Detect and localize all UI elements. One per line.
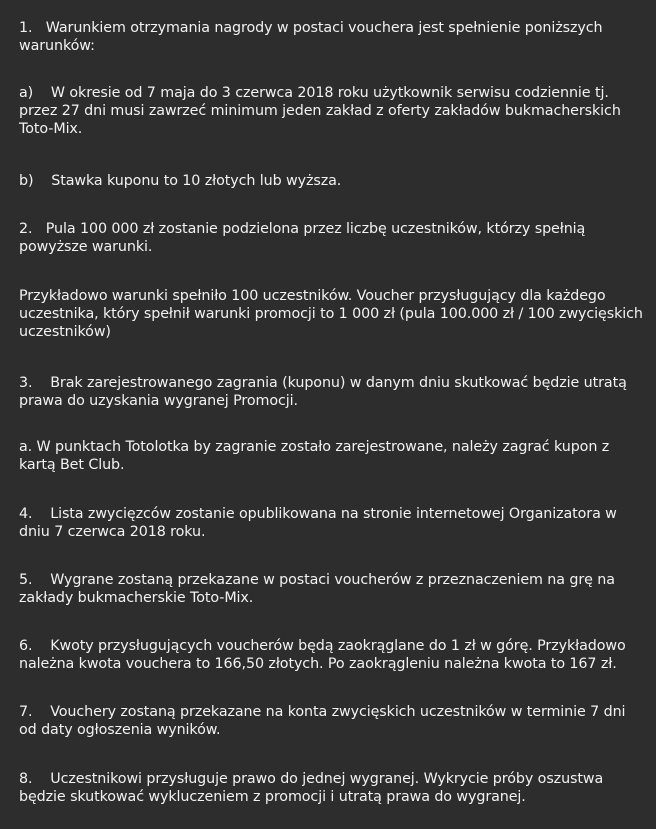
rule-3a-bet-club-card: a. W punktach Totolotka by zagranie zostało zarejestrowane, należy zagrać kupon z kartą Bet Club. bbox=[19, 439, 614, 473]
rule-1b-stake: b) Stawka kuponu to 10 złotych lub wyższa. bbox=[19, 173, 342, 189]
rule-4-winners-list: 4. Lista zwycięzców zostanie opublikowana na stronie internetowej Organizatora w dniu 7 czerwca 2018 roku. bbox=[19, 506, 622, 540]
rule-6-rounding: 6. Kwoty przysługujących voucherów będą zaokrąglane do 1 zł w górę. Przykładowo należna kwota vouchera to 166,50 złotych. Po zaokrągleniu należna kwota to 167 zł. bbox=[19, 638, 631, 672]
rule-1-conditions: 1. Warunkiem otrzymania nagrody w postaci vouchera jest spełnienie poniższych warunków: bbox=[19, 20, 607, 54]
rule-2-prize-pool: 2. Pula 100 000 zł zostanie podzielona przez liczbę uczestników, którzy spełnią powyższe warunki. bbox=[19, 221, 590, 255]
rule-7-transfer-deadline: 7. Vouchery zostaną przekazane na konta zwycięskich uczestników w terminie 7 dni od daty ogłoszenia wyników. bbox=[19, 704, 630, 738]
rule-1a-daily-bet: a) W okresie od 7 maja do 3 czerwca 2018 roku użytkownik serwisu codziennie tj. przez 27 dni musi zawrzeć minimum jeden zakład z oferty zakładów bukmacherskich Toto-Mix. bbox=[19, 85, 626, 137]
rule-5-voucher-delivery: 5. Wygrane zostaną przekazane w postaci voucherów z przeznaczeniem na grę na zakłady bukmacherskie Toto-Mix. bbox=[19, 572, 620, 606]
rule-3-missing-bet: 3. Brak zarejestrowanego zagrania (kuponu) w danym dniu skutkować będzie utratą prawa do uzyskania wygranej Promocji. bbox=[19, 375, 632, 409]
rule-8-one-prize-fraud: 8. Uczestnikowi przysługuje prawo do jednej wygranej. Wykrycie próby oszustwa będzie skutkować wykluczeniem z promocji i utratą prawa do wygranej. bbox=[19, 771, 608, 805]
rule-2-example: Przykładowo warunki spełniło 100 uczestników. Voucher przysługujący dla każdego uczestnika, który spełnił warunki promocji to 1 000 zł (pula 100.000 zł / 100 zwycięskich uczestników) bbox=[19, 288, 648, 340]
